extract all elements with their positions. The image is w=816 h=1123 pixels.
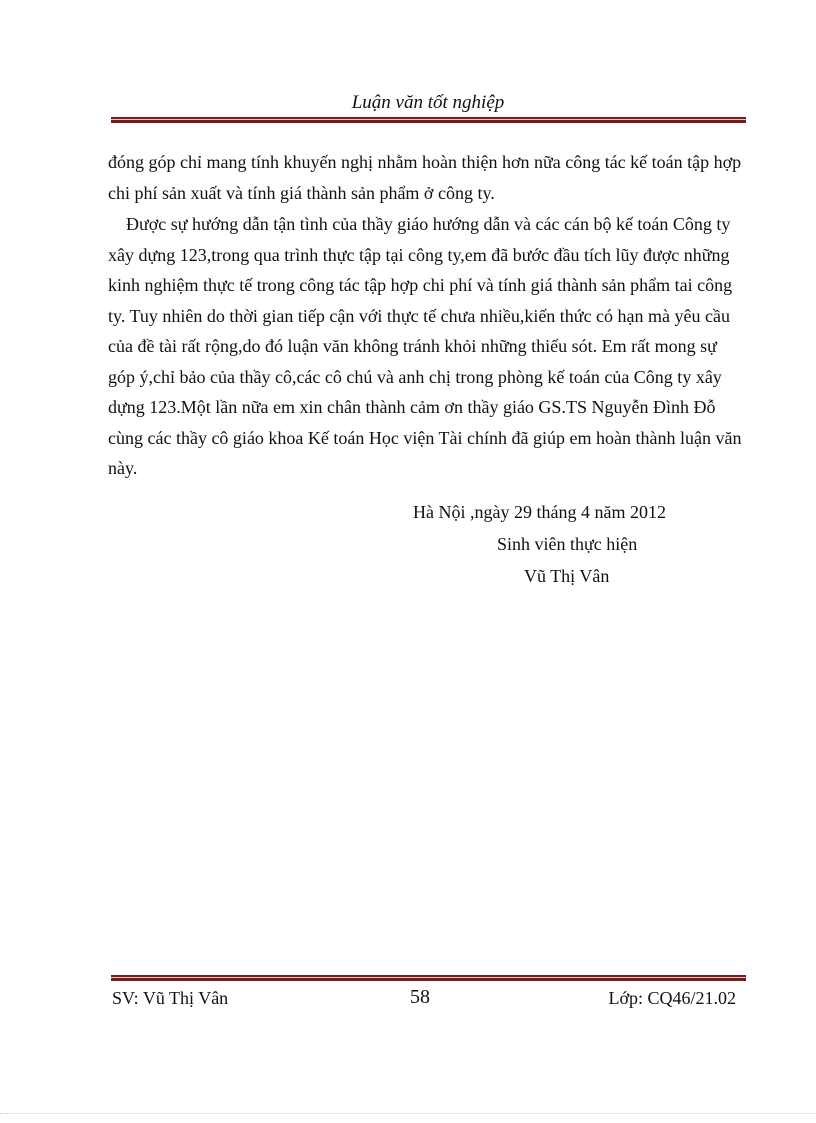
footer-student: SV: Vũ Thị Vân [112, 988, 229, 1008]
footer-class: Lớp: CQ46/21.02 [608, 988, 736, 1008]
body-text [108, 147, 748, 484]
signature-date: Hà Nội ,ngày 29 tháng 4 năm 2012 [413, 502, 666, 522]
paragraph-2: Được sự hướng dẫn tận tình của thầy giáo hướng dẫn và các cán bộ kế toán Công ty xây dựng 123,trong qua trình thực tập tại công ty,em đã bước đầu tích lũy được những kinh nghiệm thực tế trong công tác tập hợp chi phí và tính giá thành sản phẩm tai công ty. Tuy nhiên do thời gian tiếp cận với thực tế chưa nhiều,kiến thức có hạn mà yêu cầu của đề tài rất rộng,do đó luận văn không tránh khỏi những thiếu sót. Em rất mong sự góp ý,chỉ bảo của thầy cô,các cô chú và anh chị trong phòng kế toán của Công ty xây dựng 123.Một lần nữa em xin chân thành cảm ơn thầy giáo GS.TS Nguyễn Đình Đỗ cùng các thầy cô giáo khoa Kế toán Học viện Tài chính đã giúp em hoàn thành luận văn này. [108, 214, 742, 478]
header-title: Luận văn tốt nghiệp [351, 92, 505, 113]
page-bottom-edge [0, 1113, 816, 1115]
footer-divider [111, 975, 746, 981]
footer-page-number: 58 [410, 986, 430, 1008]
paragraph-1: đóng góp chỉ mang tính khuyến nghị nhằm hoàn thiện hơn nữa công tác kế toán tập hợp chi phí sản xuất và tính giá thành sản phẩm ở công ty. [108, 152, 742, 203]
header-divider [111, 117, 746, 123]
page-footer [110, 985, 746, 1011]
signature-role: Sinh viên thực hiện [497, 534, 638, 554]
signature-name: Vũ Thị Vân [524, 566, 610, 586]
